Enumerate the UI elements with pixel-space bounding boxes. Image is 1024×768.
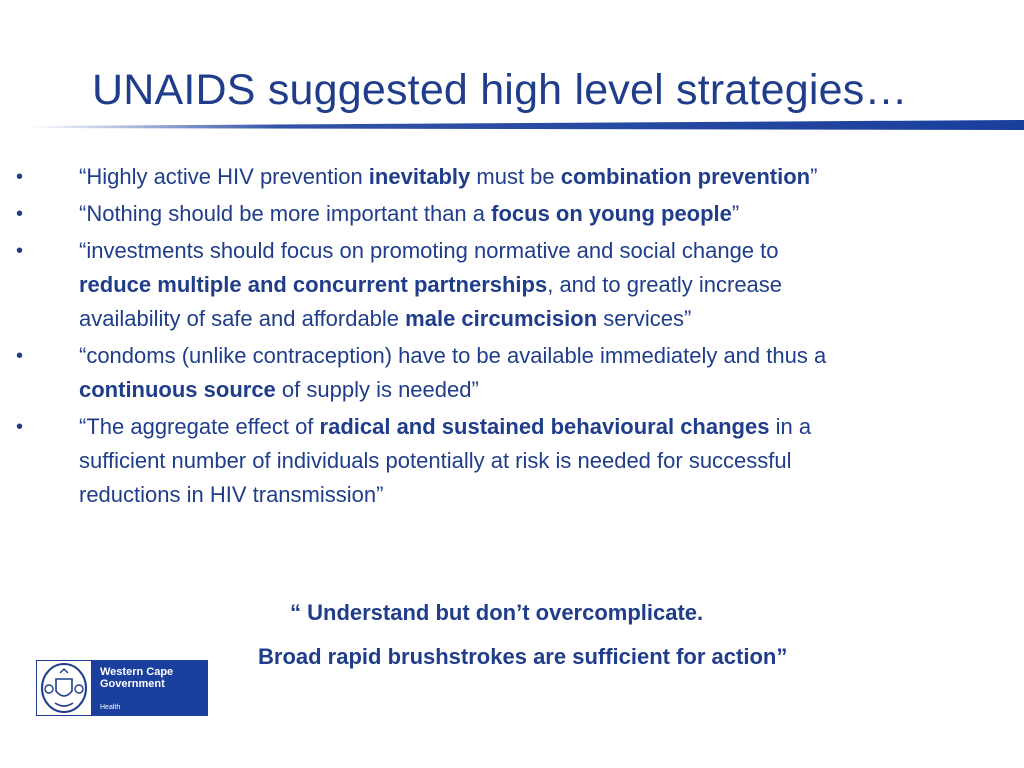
slide-title: UNAIDS suggested high level strategies… — [92, 66, 908, 114]
bullet-text: of supply is needed” — [275, 377, 479, 402]
bullet-text: “Highly active HIV prevention — [79, 164, 369, 189]
bullet-dot-icon: • — [16, 345, 24, 367]
bullet-line — [79, 410, 1016, 444]
bullet-emphasis: combination prevention — [560, 164, 811, 189]
bullet-emphasis: male circumcision — [405, 306, 598, 331]
bullet-emphasis: focus on young people — [491, 201, 732, 226]
coat-of-arms-icon — [36, 660, 92, 716]
bullet-item — [0, 197, 1024, 231]
bullet-text: “The aggregate effect of — [79, 414, 320, 439]
logo-department: Health — [100, 704, 121, 711]
bullet-line — [79, 302, 1016, 336]
bullet-text: “Nothing should be more important than a — [79, 201, 492, 226]
bullet-text: ” — [810, 164, 818, 189]
bullet-text: services” — [597, 306, 692, 331]
bullet-emphasis: inevitably — [368, 164, 471, 189]
title-underline — [30, 118, 1024, 130]
bullet-item — [0, 410, 1024, 512]
bullet-list — [0, 160, 1024, 515]
closing-quote-line-2: Broad rapid brushstrokes are sufficient for action” — [258, 644, 788, 669]
bullet-emphasis: continuous source — [79, 377, 276, 402]
bullet-emphasis: radical and sustained behavioural changes — [319, 414, 770, 439]
bullet-item — [0, 160, 1024, 194]
bullet-text: “investments should focus on promoting normative and social change to — [79, 238, 779, 263]
bullet-text: ” — [731, 201, 740, 226]
bullet-item — [0, 234, 1024, 336]
bullet-emphasis: reduce multiple and concurrent partnerships — [79, 272, 548, 297]
bullet-dot-icon: • — [16, 240, 24, 262]
bullet-line — [79, 444, 1016, 478]
bullet-dot-icon: • — [16, 416, 24, 438]
bullet-line — [79, 268, 1016, 302]
bullet-dot-icon: • — [16, 203, 24, 225]
bullet-text: availability of safe and affordable — [79, 306, 406, 331]
bullet-line — [79, 339, 1016, 373]
bullet-text: reductions in HIV transmission” — [79, 482, 384, 507]
bullet-line — [79, 197, 1016, 231]
bullet-text: sufficient number of individuals potentially at risk is needed for successful — [79, 448, 792, 473]
bullet-line — [79, 234, 1016, 268]
bullet-text: , and to greatly increase — [547, 272, 783, 297]
bullet-text: must be — [470, 164, 561, 189]
bullet-item — [0, 339, 1024, 407]
bullet-line — [79, 160, 1016, 194]
closing-quote-line-1: “ Understand but don’t overcomplicate. — [290, 600, 704, 625]
bullet-text: in a — [769, 414, 812, 439]
bullet-text: “condoms (unlike contraception) have to be available immediately and thus a — [79, 343, 827, 368]
bullet-line — [79, 373, 1016, 407]
bullet-dot-icon: • — [16, 166, 24, 188]
western-cape-government-logo — [36, 660, 208, 716]
bullet-line — [79, 478, 1016, 512]
logo-line-2: Government — [100, 678, 165, 690]
logo-text-block — [92, 660, 208, 716]
logo-line-1: Western Cape — [100, 666, 174, 678]
